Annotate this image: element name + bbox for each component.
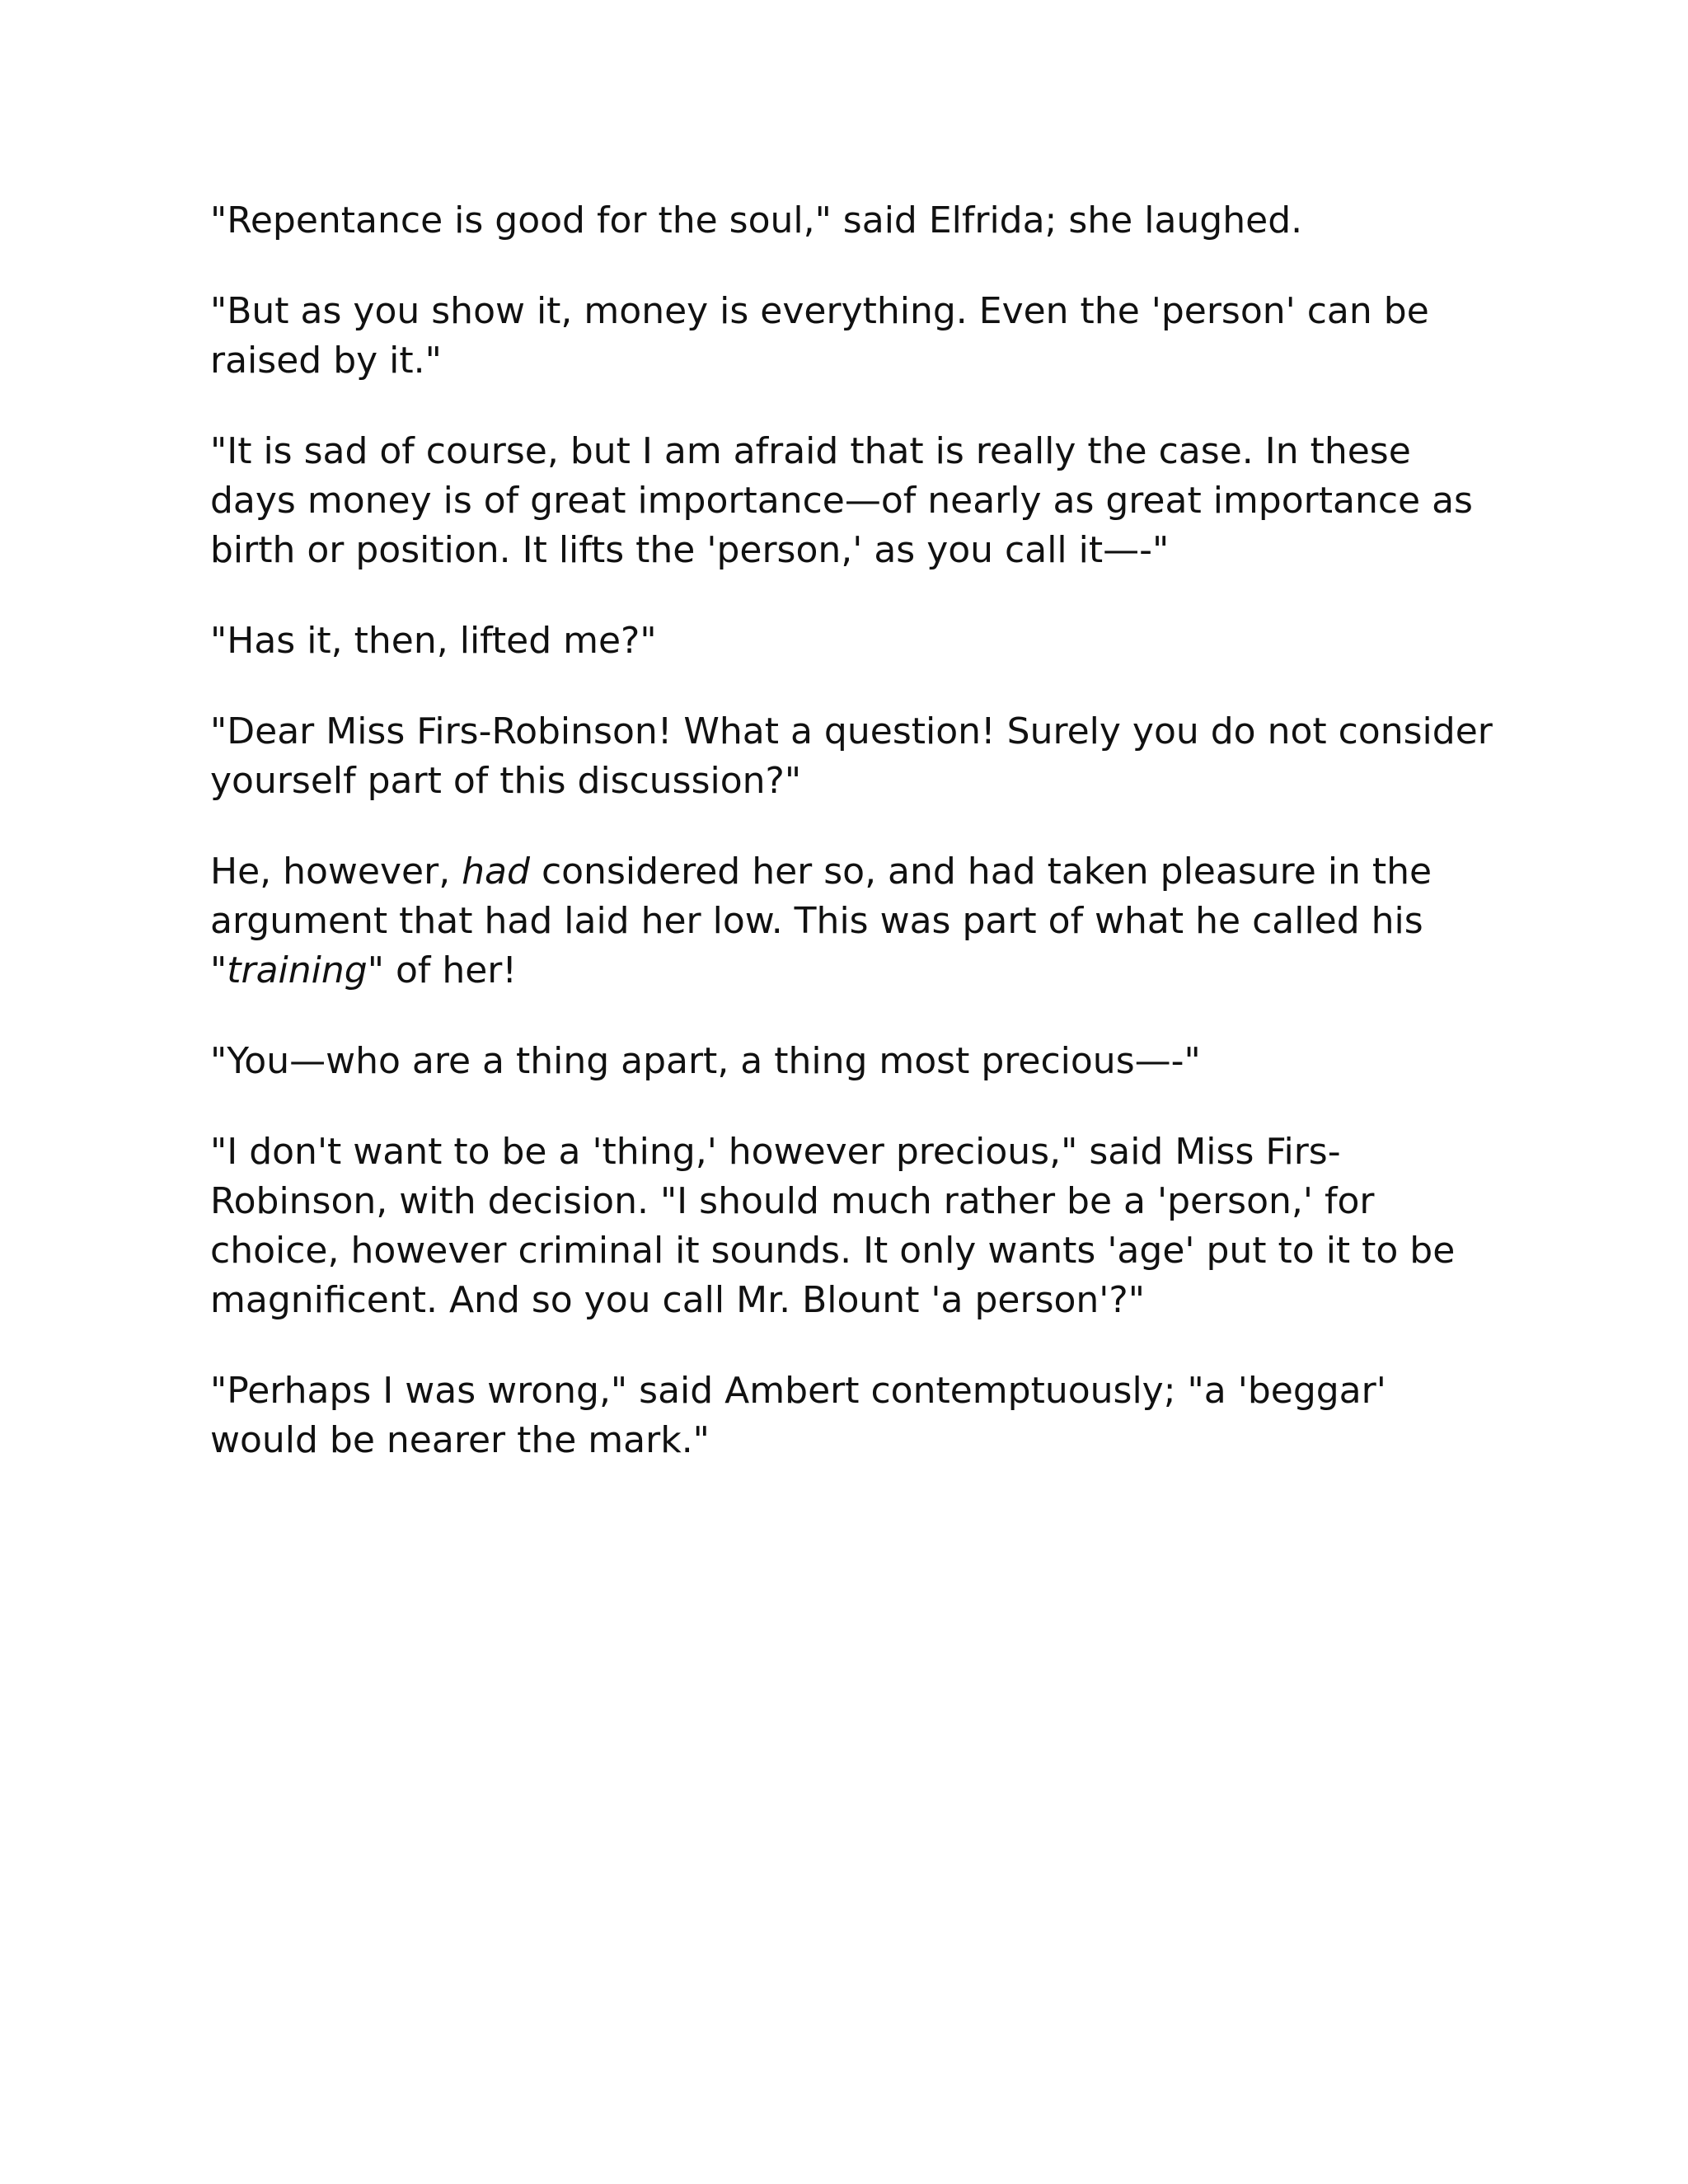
paragraph-text: "I don't want to be a 'thing,' however precious," said Miss Firs-Robinson, with decision. "I should much rather be a 'person,' for choice, however criminal it sounds. It only wants 'age' put to it to be magnificent. And so you call Mr. Blount 'a person'?": [210, 1131, 1456, 1321]
italic-text: training: [227, 949, 368, 991]
paragraph-text: considered her so, and had taken pleasure in the argument that had laid her low. This was part of what he called his ": [210, 851, 1432, 991]
paragraph-text: "Perhaps I was wrong," said Ambert contemptuously; "a 'beggar' would be nearer the mark.": [210, 1370, 1386, 1461]
paragraph-text: " of her!: [367, 949, 518, 991]
paragraph-2: [210, 287, 1496, 386]
paragraph-5: [210, 707, 1496, 806]
paragraph-7: [210, 1037, 1496, 1086]
paragraph-9: [210, 1366, 1496, 1465]
paragraph-3: [210, 427, 1496, 575]
paragraph-1: [210, 196, 1496, 246]
paragraph-text: "Repentance is good for the soul," said Elfrida; she laughed.: [210, 199, 1303, 241]
paragraph-text: "It is sad of course, but I am afraid that is really the case. In these days money is of great importance—of nearly as great importance as birth or position. It lifts the 'person,' as you call it—-": [210, 430, 1473, 571]
paragraph-text: "Has it, then, lifted me?": [210, 620, 657, 662]
paragraph-6: [210, 847, 1496, 996]
body-text: [210, 196, 1496, 1507]
paragraph-4: [210, 616, 1496, 666]
paragraph-text: "You—who are a thing apart, a thing most precious—-": [210, 1040, 1201, 1082]
paragraph-text: He, however,: [210, 851, 462, 893]
paragraph-8: [210, 1127, 1496, 1325]
paragraph-text: "Dear Miss Firs-Robinson! What a question! Surely you do not consider yourself part of this discussion?": [210, 710, 1493, 802]
italic-text: had: [462, 851, 530, 893]
paragraph-text: "But as you show it, money is everything. Even the 'person' can be raised by it.": [210, 290, 1429, 382]
